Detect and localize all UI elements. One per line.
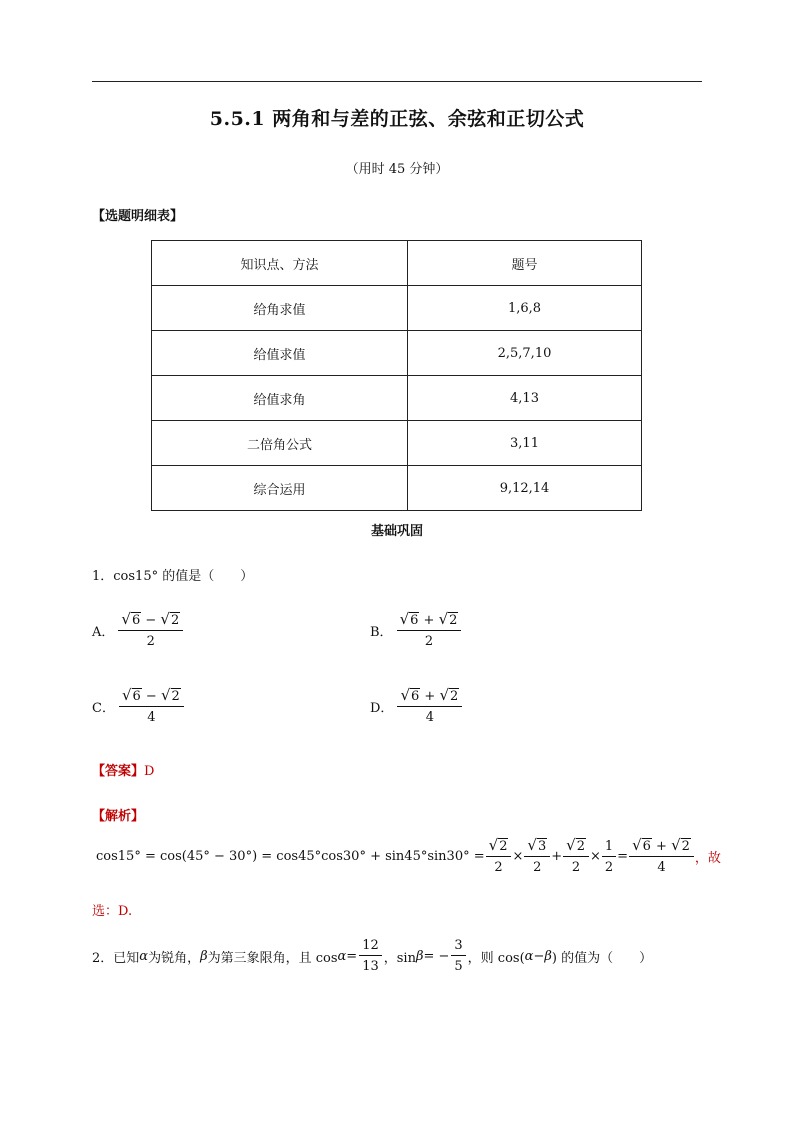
sqrt-sign: √ 6 — [399, 610, 419, 628]
sqrt-sign: √ 2 — [160, 610, 180, 628]
option-letter: C． — [92, 701, 115, 716]
sqrt-sign: √ 2 — [566, 836, 585, 854]
table-cell: 给值求角 — [152, 376, 408, 421]
formula-fraction: √ 2 2 — [563, 838, 589, 875]
sqrt-sign: √ 6 — [121, 610, 141, 628]
fraction-numerator: √ 6 + √ 2 — [397, 612, 462, 631]
fraction-denominator: 2 — [424, 634, 434, 649]
option-letter: D． — [370, 701, 394, 716]
table-row — [152, 421, 642, 466]
table-cell: 综合运用 — [152, 466, 408, 511]
table-cell: 4,13 — [408, 376, 642, 421]
formula-start: cos15° = cos(45° − 30°) = cos45°cos30° + sin45°sin30° = — [96, 849, 485, 864]
table-cell: 给值求值 — [152, 331, 408, 376]
option-letter: B． — [370, 625, 393, 640]
table-header: 题号 — [408, 241, 642, 286]
plus-sign: + — [551, 849, 563, 864]
fraction-numerator: √ 6 − √ 2 — [119, 688, 184, 707]
fraction-numerator: √ 6 + √ 2 — [397, 688, 462, 707]
question-2-stem: 2．已知 α 为锐角， β 为第三象限角，且 cos α = $\frac{12}{13}$ ，sin β = − $\frac{3}{5}$ ，则 cos( α − β ) 的值为（ ） — [92, 938, 653, 974]
table-cell: 3,11 — [408, 421, 642, 466]
fraction-denominator: 2 — [146, 634, 155, 649]
table-cell: 二倍角公式 — [152, 421, 408, 466]
analysis-heading — [92, 805, 144, 824]
option-fraction — [397, 688, 462, 725]
question-1-stem: 1．cos15° 的值是（ ） — [92, 569, 254, 584]
answer-value: D — [144, 764, 155, 779]
fraction-denominator: 4 — [147, 710, 156, 725]
formula-suffix: ，故 — [694, 851, 721, 866]
option-c — [92, 688, 184, 725]
fraction-denominator: 4 — [425, 710, 434, 725]
sqrt-sign: √ 2 — [439, 686, 459, 704]
sqrt-sign: √ 2 — [160, 686, 180, 704]
option-a — [92, 612, 183, 649]
table-cell: 1,6,8 — [408, 286, 642, 331]
subheading: 基础巩固 — [370, 524, 423, 539]
cos-fraction: $\frac{12}{13}$ — [359, 938, 382, 974]
sqrt-sign: √ 2 — [671, 836, 690, 854]
formula-fraction: $\frac{1}{2}$ — [602, 839, 616, 875]
option-d — [370, 688, 462, 725]
time-limit: （用时 45 分钟） — [345, 162, 449, 177]
sqrt-sign: √ 6 — [400, 686, 420, 704]
sqrt-sign: √ 2 — [438, 610, 458, 628]
table-header-row — [152, 241, 642, 286]
formula-fraction: √ 6 + √ 2 4 — [629, 838, 694, 875]
times-sign: × — [589, 849, 601, 864]
section-title: 【选题明细表】 — [92, 209, 184, 224]
sin-fraction: $\frac{3}{5}$ — [451, 938, 465, 974]
fraction-numerator: √ 6 − √ 2 — [118, 612, 183, 631]
option-b — [370, 612, 461, 649]
table-row — [152, 286, 642, 331]
option-fraction — [118, 612, 183, 649]
table-header: 知识点、方法 — [152, 241, 408, 286]
sqrt-sign: √ 2 — [488, 836, 508, 854]
table-cell: 9,12,14 — [408, 466, 642, 511]
sqrt-sign: √ 6 — [121, 686, 141, 704]
sqrt-sign: √ 6 — [632, 836, 651, 854]
analysis-conclusion: 选：D. — [92, 904, 133, 919]
table-row — [152, 466, 642, 511]
option-fraction — [119, 688, 184, 725]
option-letter: A． — [92, 625, 115, 640]
topic-table — [151, 240, 642, 511]
equals-sign: = — [617, 849, 629, 864]
answer-label: 【答案】 — [92, 764, 145, 779]
table-cell: 给角求值 — [152, 286, 408, 331]
option-fraction — [397, 612, 462, 649]
header-rule — [92, 81, 702, 82]
formula-fraction: √ 2 2 — [486, 838, 512, 875]
page-title: 5.5.1 两角和与差的正弦、余弦和正切公式 — [209, 108, 585, 130]
sqrt-sign: √ 3 — [527, 836, 547, 854]
analysis-formula — [96, 838, 721, 875]
table-row — [152, 331, 642, 376]
table-row — [152, 376, 642, 421]
answer-line — [92, 760, 154, 779]
table-cell: 2,5,7,10 — [408, 331, 642, 376]
analysis-label: 【解析】 — [92, 809, 145, 824]
times-sign: × — [512, 849, 524, 864]
formula-fraction: √ 3 2 — [524, 838, 550, 875]
